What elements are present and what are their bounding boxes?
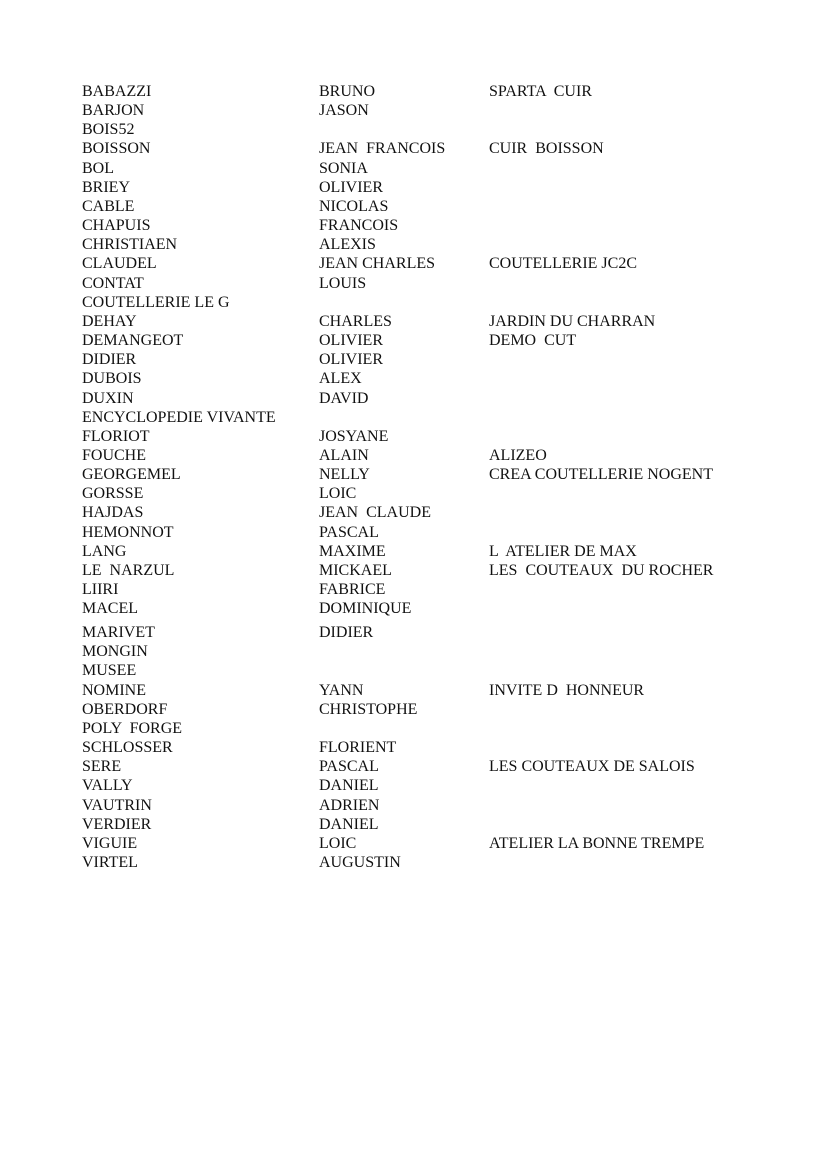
first-name-cell: FLORIENT bbox=[319, 739, 397, 757]
company-cell bbox=[489, 408, 749, 427]
last-name-cell: BARJON bbox=[82, 102, 145, 120]
company-cell bbox=[489, 796, 749, 815]
first-name-cell: DAVID bbox=[319, 389, 369, 407]
list-row bbox=[82, 293, 749, 312]
first-name-cell: SONIA bbox=[319, 159, 368, 177]
company-cell bbox=[489, 642, 749, 661]
company-cell bbox=[489, 197, 749, 216]
first-name-cell: ALEXIS bbox=[319, 236, 376, 254]
first-name-cell bbox=[319, 408, 489, 427]
first-name-cell bbox=[319, 293, 489, 312]
list-row bbox=[82, 120, 749, 139]
list-row bbox=[82, 446, 749, 465]
last-name-cell: DUXIN bbox=[82, 389, 134, 407]
first-name-cell: DOMINIQUE bbox=[319, 600, 412, 618]
company-cell: ATELIER LA BONNE TREMPE bbox=[489, 834, 705, 852]
first-name-cell: DIDIER bbox=[319, 624, 374, 642]
last-name-cell: VIRTEL bbox=[82, 854, 138, 872]
last-name-cell: VERDIER bbox=[82, 815, 152, 833]
last-name-cell: POLY FORGE bbox=[82, 719, 183, 737]
list-row bbox=[82, 561, 749, 580]
list-row bbox=[82, 178, 749, 197]
last-name-cell: MARIVET bbox=[82, 624, 155, 642]
first-name-cell: OLIVIER bbox=[319, 178, 383, 196]
last-name-cell: DEHAY bbox=[82, 312, 137, 330]
list-row bbox=[82, 101, 749, 120]
company-cell bbox=[489, 120, 749, 139]
last-name-cell: DEMANGEOT bbox=[82, 332, 184, 350]
company-cell bbox=[489, 235, 749, 254]
first-name-cell: NELLY bbox=[319, 466, 370, 484]
last-name-cell: BOL bbox=[82, 159, 114, 177]
list-row bbox=[82, 159, 749, 178]
first-name-cell: JEAN FRANCOIS bbox=[319, 140, 446, 158]
list-row bbox=[82, 700, 749, 719]
company-cell: ALIZEO bbox=[489, 446, 547, 464]
first-name-cell: BRUNO bbox=[319, 83, 376, 100]
list-row bbox=[82, 623, 749, 642]
company-cell: LES COUTEAUX DE SALOIS bbox=[489, 758, 695, 776]
last-name-cell: LIIRI bbox=[82, 581, 119, 599]
company-cell bbox=[489, 623, 749, 642]
first-name-cell: JOSYANE bbox=[319, 427, 389, 445]
list-row bbox=[82, 738, 749, 757]
list-row bbox=[82, 408, 749, 427]
list-row bbox=[82, 642, 749, 661]
first-name-cell: CHRISTOPHE bbox=[319, 700, 418, 718]
first-name-cell: ADRIEN bbox=[319, 796, 380, 814]
first-name-cell bbox=[319, 642, 489, 661]
first-name-cell: JASON bbox=[319, 102, 369, 120]
company-cell: INVITE D HONNEUR bbox=[489, 681, 645, 699]
company-cell: SPARTA CUIR bbox=[489, 83, 592, 100]
first-name-cell: OLIVIER bbox=[319, 351, 383, 369]
first-name-cell: LOIC bbox=[319, 485, 357, 503]
list-row bbox=[82, 331, 749, 350]
company-cell: L ATELIER DE MAX bbox=[489, 542, 637, 560]
list-row bbox=[82, 580, 749, 599]
list-row bbox=[82, 776, 749, 795]
list-row bbox=[82, 82, 749, 101]
list-row bbox=[82, 853, 749, 872]
last-name-cell: OBERDORF bbox=[82, 700, 168, 718]
last-name-cell: LANG bbox=[82, 542, 127, 560]
company-cell bbox=[489, 293, 749, 312]
list-row bbox=[82, 815, 749, 834]
last-name-cell: VAUTRIN bbox=[82, 796, 152, 814]
list-row bbox=[82, 216, 749, 235]
last-name-cell: HAJDAS bbox=[82, 504, 144, 522]
list-row bbox=[82, 681, 749, 700]
last-name-cell: ENCYCLOPEDIE VIVANTE bbox=[82, 408, 276, 426]
first-name-cell: MAXIME bbox=[319, 542, 386, 560]
first-name-cell: ALAIN bbox=[319, 446, 369, 464]
company-cell: LES COUTEAUX DU ROCHER bbox=[489, 561, 714, 579]
first-name-cell: JEAN CLAUDE bbox=[319, 504, 431, 522]
last-name-cell: FOUCHE bbox=[82, 446, 147, 464]
company-cell bbox=[489, 580, 749, 599]
last-name-cell: DUBOIS bbox=[82, 370, 142, 388]
first-name-cell: FRANCOIS bbox=[319, 217, 399, 235]
first-name-cell: PASCAL bbox=[319, 758, 379, 776]
company-cell: CREA COUTELLERIE NOGENT bbox=[489, 466, 713, 484]
last-name-cell: CONTAT bbox=[82, 274, 144, 292]
company-cell bbox=[489, 369, 749, 388]
list-row bbox=[82, 139, 749, 158]
last-name-cell: NOMINE bbox=[82, 681, 146, 699]
last-name-cell: VALLY bbox=[82, 777, 133, 795]
list-row bbox=[82, 542, 749, 561]
first-name-cell: DANIEL bbox=[319, 815, 379, 833]
last-name-cell: CHAPUIS bbox=[82, 217, 151, 235]
list-row bbox=[82, 834, 749, 853]
company-cell bbox=[489, 599, 749, 618]
list-row bbox=[82, 197, 749, 216]
company-cell bbox=[489, 216, 749, 235]
company-cell bbox=[489, 389, 749, 408]
company-cell bbox=[489, 738, 749, 757]
last-name-cell: CHRISTIAEN bbox=[82, 236, 178, 254]
last-name-cell: BABAZZI bbox=[82, 83, 152, 100]
first-name-cell bbox=[319, 661, 489, 680]
list-row bbox=[82, 796, 749, 815]
company-cell bbox=[489, 274, 749, 293]
list-row bbox=[82, 312, 749, 331]
last-name-cell: HEMONNOT bbox=[82, 523, 174, 541]
last-name-cell: CABLE bbox=[82, 197, 135, 215]
last-name-cell: MONGIN bbox=[82, 643, 148, 661]
list-row bbox=[82, 503, 749, 522]
first-name-cell bbox=[319, 120, 489, 139]
list-row bbox=[82, 350, 749, 369]
first-name-cell: LOIC bbox=[319, 834, 357, 852]
first-name-cell: NICOLAS bbox=[319, 197, 389, 215]
list-row bbox=[82, 427, 749, 446]
last-name-cell: MUSEE bbox=[82, 662, 137, 680]
list-row bbox=[82, 757, 749, 776]
company-cell bbox=[489, 815, 749, 834]
last-name-cell: BOIS52 bbox=[82, 121, 135, 139]
last-name-cell: CLAUDEL bbox=[82, 255, 157, 273]
company-cell bbox=[489, 101, 749, 120]
company-cell bbox=[489, 427, 749, 446]
list-row bbox=[82, 235, 749, 254]
company-cell bbox=[489, 776, 749, 795]
first-name-cell: YANN bbox=[319, 681, 364, 699]
company-cell bbox=[489, 700, 749, 719]
last-name-cell: BRIEY bbox=[82, 178, 130, 196]
last-name-cell: GORSSE bbox=[82, 485, 144, 503]
list-row bbox=[82, 369, 749, 388]
last-name-cell: FLORIOT bbox=[82, 427, 150, 445]
last-name-cell: BOISSON bbox=[82, 140, 151, 158]
first-name-cell: ALEX bbox=[319, 370, 362, 388]
company-cell bbox=[489, 484, 749, 503]
list-row bbox=[82, 599, 749, 618]
last-name-cell: LE NARZUL bbox=[82, 561, 175, 579]
list-row bbox=[82, 523, 749, 542]
last-name-cell: SERE bbox=[82, 758, 122, 776]
company-cell bbox=[489, 523, 749, 542]
list-row bbox=[82, 274, 749, 293]
list-row bbox=[82, 389, 749, 408]
company-cell: CUIR BOISSON bbox=[489, 140, 604, 158]
list-row bbox=[82, 254, 749, 273]
first-name-cell: JEAN CHARLES bbox=[319, 255, 436, 273]
first-name-cell bbox=[319, 719, 489, 738]
first-name-cell: MICKAEL bbox=[319, 561, 392, 579]
company-cell bbox=[489, 503, 749, 522]
last-name-cell: VIGUIE bbox=[82, 834, 138, 852]
last-name-cell: MACEL bbox=[82, 600, 138, 618]
first-name-cell: AUGUSTIN bbox=[319, 854, 401, 872]
list-row bbox=[82, 465, 749, 484]
last-name-cell: SCHLOSSER bbox=[82, 739, 173, 757]
last-name-cell: GEORGEMEL bbox=[82, 466, 181, 484]
first-name-cell: OLIVIER bbox=[319, 332, 383, 350]
company-cell bbox=[489, 350, 749, 369]
company-cell: DEMO CUT bbox=[489, 332, 577, 350]
company-cell bbox=[489, 661, 749, 680]
first-name-cell: PASCAL bbox=[319, 523, 379, 541]
company-cell: COUTELLERIE JC2C bbox=[489, 255, 637, 273]
first-name-cell: DANIEL bbox=[319, 777, 379, 795]
last-name-cell: COUTELLERIE LE G bbox=[82, 293, 230, 311]
company-cell: JARDIN DU CHARRAN bbox=[489, 312, 656, 330]
last-name-cell: DIDIER bbox=[82, 351, 137, 369]
first-name-cell: LOUIS bbox=[319, 274, 367, 292]
company-cell bbox=[489, 853, 749, 872]
company-cell bbox=[489, 719, 749, 738]
company-cell bbox=[489, 178, 749, 197]
list-row bbox=[82, 719, 749, 738]
exhibitor-list bbox=[82, 82, 749, 872]
list-row bbox=[82, 484, 749, 503]
first-name-cell: CHARLES bbox=[319, 312, 392, 330]
company-cell bbox=[489, 159, 749, 178]
list-row bbox=[82, 661, 749, 680]
first-name-cell: FABRICE bbox=[319, 581, 386, 599]
